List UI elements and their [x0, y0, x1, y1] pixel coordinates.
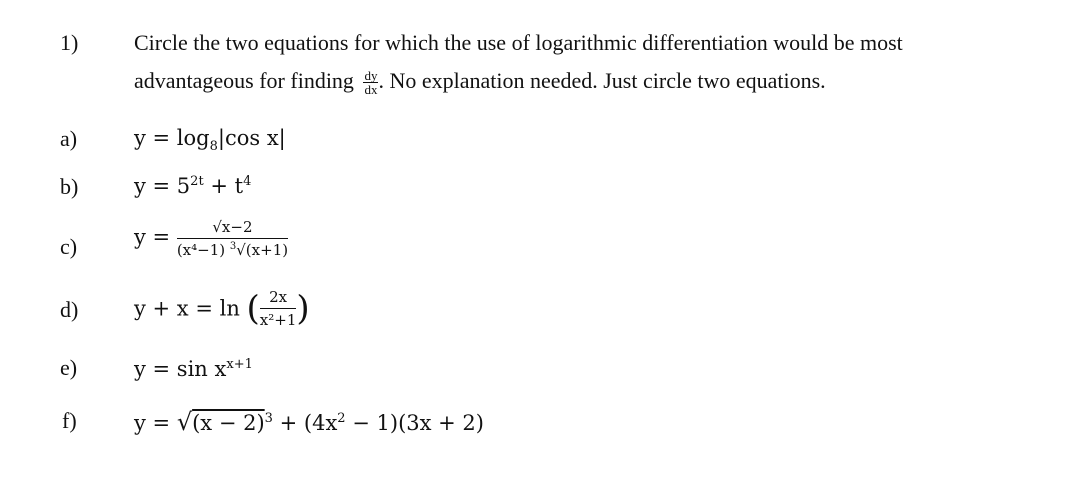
equation-a-base: 8	[209, 139, 218, 155]
equation-b-lhs: y = 5	[134, 174, 191, 198]
equation-f-exp-1: 3	[264, 411, 273, 426]
equation-c-lhs: y =	[134, 225, 177, 249]
option-label-b: b)	[60, 174, 79, 199]
equation-a[interactable]	[134, 126, 286, 155]
equation-a-lhs: y = log	[134, 126, 210, 150]
right-paren-icon: )	[296, 288, 310, 329]
equation-d[interactable]	[134, 288, 310, 329]
equation-f-exp-2: 2	[337, 411, 346, 426]
option-label-d: d)	[60, 297, 79, 322]
equation-c-root-index: 3	[229, 241, 237, 252]
equation-d-fraction	[260, 288, 297, 329]
question-line-2-start: advantageous for finding	[134, 68, 354, 93]
equation-f-lhs: y =	[134, 411, 177, 435]
option-label-e: e)	[60, 355, 78, 380]
dy-numerator: dy	[364, 67, 378, 83]
equation-c-numerator: √x−2	[177, 218, 288, 239]
question-line-2	[134, 68, 826, 97]
option-label-c: c)	[60, 234, 78, 259]
equation-c-denominator	[177, 239, 288, 259]
equation-d-numerator: 2x	[260, 288, 297, 309]
question-line-2-end: . No explanation needed. Just circle two equations.	[378, 68, 826, 93]
question-number: 1)	[60, 30, 79, 55]
equation-c-den-a: (x⁴−1)	[176, 241, 230, 259]
equation-c[interactable]	[134, 218, 288, 259]
equation-d-denominator: x²+1	[259, 311, 297, 329]
equation-b-mid: + t	[203, 174, 244, 198]
radical-icon: √	[176, 408, 193, 436]
option-label-a: a)	[60, 126, 78, 151]
equation-a-rhs: |cos x|	[217, 126, 286, 150]
dx-denominator: dx	[364, 82, 378, 98]
equation-c-fraction	[177, 218, 288, 259]
equation-e[interactable]	[134, 357, 253, 381]
equation-b-exp-2: 4	[243, 174, 252, 189]
equation-f[interactable]	[134, 408, 484, 436]
equation-f-radicand: (x − 2)	[192, 411, 265, 435]
equation-b-exp-1: 2t	[190, 174, 204, 189]
equation-e-exp: x+1	[226, 357, 253, 372]
equation-d-lhs: y + x = ln	[134, 296, 247, 321]
equation-b[interactable]	[134, 174, 251, 198]
question-line-1: Circle the two equations for which the use of logarithmic differentiation would be most	[134, 30, 903, 55]
equation-f-rest: + (4x	[272, 411, 338, 435]
equation-c-den-b: √(x+1)	[236, 241, 289, 259]
dy-dx-fraction	[363, 69, 378, 97]
equation-f-tail: − 1)(3x + 2)	[345, 411, 484, 435]
option-label-f: f)	[62, 408, 77, 433]
left-paren-icon: (	[246, 288, 260, 329]
equation-e-lhs: y = sin x	[134, 357, 227, 381]
